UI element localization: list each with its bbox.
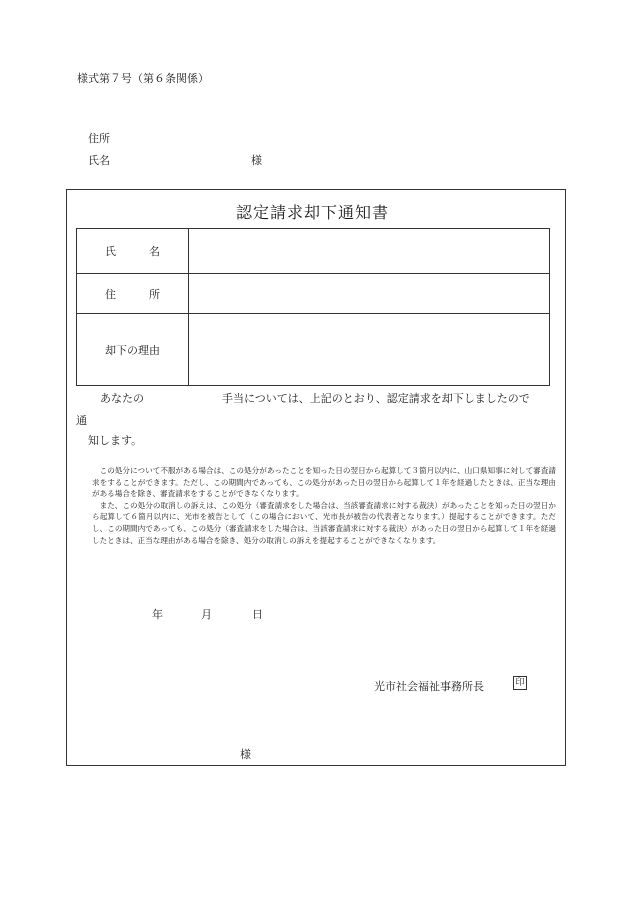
lawsuit-paragraph: また、この処分の取消しの訴えは、この処分（審査請求をした場合は、当該審査請求に対する裁決）があったことを知った日の翌日から起算して６箇月以内に、光市を被告として（この場合において、光市長が被告の代表者となります。）提起することができます。ただし、この期間内であっても、この処分（審査請求をした場合は、当該審査請求に対する裁決）があった日の翌日から起算して１年を経過したときは、正当な理由がある場合を除き、処分の取消しの訴えを提起することができなくなります。 xyxy=(92,500,556,545)
reason-row-label: 却下の理由 xyxy=(77,314,189,386)
reason-row-value[interactable] xyxy=(189,314,550,386)
notice-line2: 知します。 xyxy=(88,434,143,447)
legal-notice xyxy=(92,465,556,546)
bottom-honorific: 様 xyxy=(240,748,251,761)
table-row xyxy=(77,314,550,386)
recipient-address-label: 住所 xyxy=(88,132,110,145)
notice-line1-start: あなたの xyxy=(100,392,144,405)
seal-stamp: 印 xyxy=(513,676,527,690)
notice-line1-rest: 手当については、上記のとおり、認定請求を却下しましたので xyxy=(222,392,530,405)
address-row-value[interactable] xyxy=(189,274,550,314)
form-number: 様式第７号（第６条関係） xyxy=(77,72,209,85)
date-day: 日 xyxy=(252,608,263,621)
date-month: 月 xyxy=(201,608,212,621)
notice-line1-end: 通 xyxy=(76,414,87,427)
appeal-paragraph: この処分について不服がある場合は、この処分があったことを知った日の翌日から起算して３箇月以内に、山口県知事に対して審査請求をすることができます。ただし、この期間内であっても、この処分があった日の翌日から起算して１年を経過したときは、正当な理由がある場合を除き、審査請求をすることができなくなります。 xyxy=(92,466,556,499)
info-table xyxy=(76,228,550,386)
address-row-label: 住 所 xyxy=(77,274,189,314)
name-row-label: 氏 名 xyxy=(77,229,189,274)
date-year: 年 xyxy=(152,608,163,621)
name-row-value[interactable] xyxy=(189,229,550,274)
table-row xyxy=(77,229,550,274)
recipient-name-label: 氏名 xyxy=(88,154,110,167)
document-title: 認定請求却下通知書 xyxy=(236,203,390,222)
recipient-honorific: 様 xyxy=(251,154,262,167)
issuer-name: 光市社会福祉事務所長 xyxy=(374,680,484,693)
table-row xyxy=(77,274,550,314)
